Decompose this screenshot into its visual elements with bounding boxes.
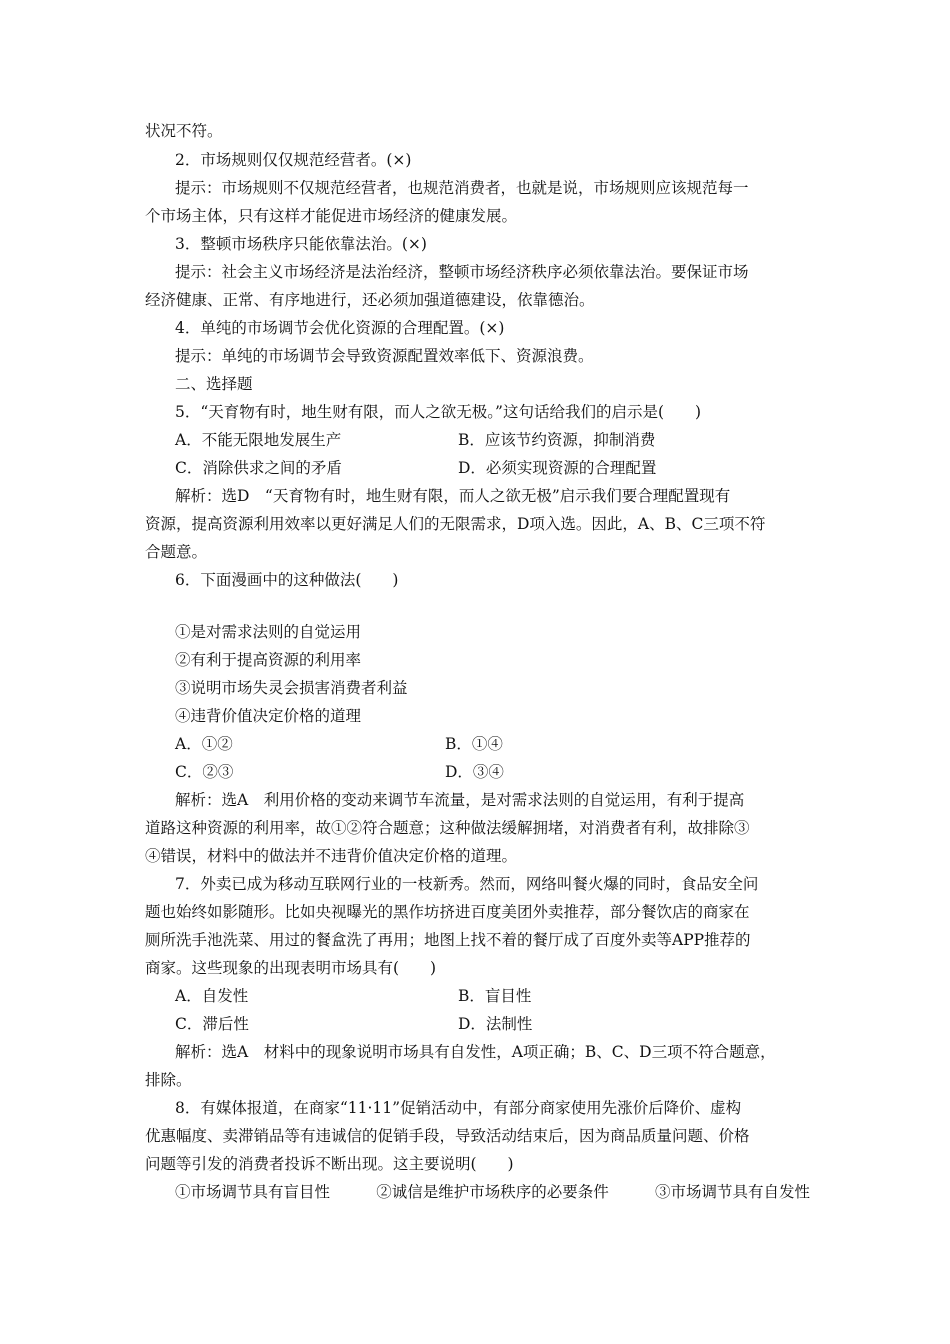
option-b: B．应该节约资源，抑制消费: [458, 431, 656, 449]
statement-3: ③市场调节具有自发性: [654, 1183, 810, 1201]
analysis-6: 解析：选A 利用价格的变动来调节车流量，是对需求法则的自觉运用，有利于提高: [175, 791, 745, 809]
option-d: D．法制性: [458, 1015, 533, 1033]
hint-3: 提示：社会主义市场经济是法治经济，整顿市场经济秩序必须依靠法治。要保证市场: [175, 263, 749, 281]
section-heading: 二、选择题: [175, 375, 253, 393]
question-6: 6．下面漫画中的这种做法( ): [175, 571, 399, 589]
hint-2-cont: 个市场主体，只有这样才能促进市场经济的健康发展。: [145, 207, 518, 225]
analysis-5-cont: 合题意。: [145, 543, 208, 561]
question-5: 5．“天育物有时，地生财有限，而人之欲无极。”这句话给我们的启示是( ): [175, 403, 702, 421]
statement-row: [175, 1182, 810, 1202]
option-d: D．必须实现资源的合理配置: [458, 459, 657, 477]
question-7-cont: 厕所洗手池洗菜、用过的餐盒洗了再用；地图上找不着的餐厅成了百度外卖等APP推荐的: [145, 931, 751, 949]
analysis-7-cont: 排除。: [145, 1071, 192, 1089]
question-8: 8．有媒体报道，在商家“11·11”促销活动中，有部分商家使用先涨价后降价、虚构: [175, 1099, 742, 1117]
question-7-cont: 商家。这些现象的出现表明市场具有( ): [145, 959, 437, 977]
statement-4: ④违背价值决定价格的道理: [175, 707, 362, 725]
option-b: B．①④: [445, 735, 503, 753]
option-a: A．自发性: [175, 987, 249, 1005]
option-a: A．①②: [175, 735, 233, 753]
question-7-cont: 题也始终如影随形。比如央视曝光的黑作坊挤进百度美团外卖推荐，部分餐饮店的商家在: [145, 903, 750, 921]
question-3: 3．整顿市场秩序只能依靠法治。(×): [175, 235, 427, 253]
analysis-6-cont: 道路这种资源的利用率，故①②符合题意；这种做法缓解拥堵，对消费者有利，故排除③: [145, 819, 750, 837]
question-8-cont: 优惠幅度、卖滞销品等有违诚信的促销手段，导致活动结束后，因为商品质量问题、价格: [145, 1127, 750, 1145]
statement-2: ②有利于提高资源的利用率: [175, 651, 362, 669]
statement-1: ①是对需求法则的自觉运用: [175, 623, 362, 641]
text-line: 状况不符。: [145, 122, 223, 140]
hint-4: 提示：单纯的市场调节会导致资源配置效率低下、资源浪费。: [175, 347, 594, 365]
hint-2: 提示：市场规则不仅规范经营者，也规范消费者，也就是说，市场规则应该规范每一: [175, 179, 749, 197]
question-7: 7．外卖已成为移动互联网行业的一枝新秀。然而，网络叫餐火爆的同时，食品安全问: [175, 875, 759, 893]
question-4: 4．单纯的市场调节会优化资源的合理配置。(×): [175, 319, 505, 337]
option-a: A．不能无限地发展生产: [175, 431, 342, 449]
statement-1: ①市场调节具有盲目性: [175, 1183, 331, 1201]
option-c: C．滞后性: [175, 1015, 249, 1033]
analysis-7: 解析：选A 材料中的现象说明市场具有自发性，A项正确；B、C、D三项不符合题意，: [175, 1043, 776, 1061]
statement-2: ②诚信是维护市场秩序的必要条件: [376, 1183, 609, 1201]
analysis-5-cont: 资源，提高资源利用效率以更好满足人们的无限需求，D项入选。因此，A、B、C三项不符: [145, 515, 766, 533]
option-c: C．②③: [175, 763, 234, 781]
option-d: D．③④: [445, 763, 504, 781]
analysis-5: 解析：选D “天育物有时，地生财有限，而人之欲无极”启示我们要合理配置现有: [175, 487, 731, 505]
hint-3-cont: 经济健康、正常、有序地进行，还必须加强道德建设，依靠德治。: [145, 291, 595, 309]
analysis-6-cont: ④错误，材料中的做法并不违背价值决定价格的道理。: [145, 847, 518, 865]
option-c: C．消除供求之间的矛盾: [175, 459, 342, 477]
question-8-cont: 问题等引发的消费者投诉不断出现。这主要说明( ): [145, 1155, 514, 1173]
statement-3: ③说明市场失灵会损害消费者利益: [175, 679, 408, 697]
question-2: 2．市场规则仅仅规范经营者。(×): [175, 151, 412, 169]
option-b: B．盲目性: [458, 987, 532, 1005]
